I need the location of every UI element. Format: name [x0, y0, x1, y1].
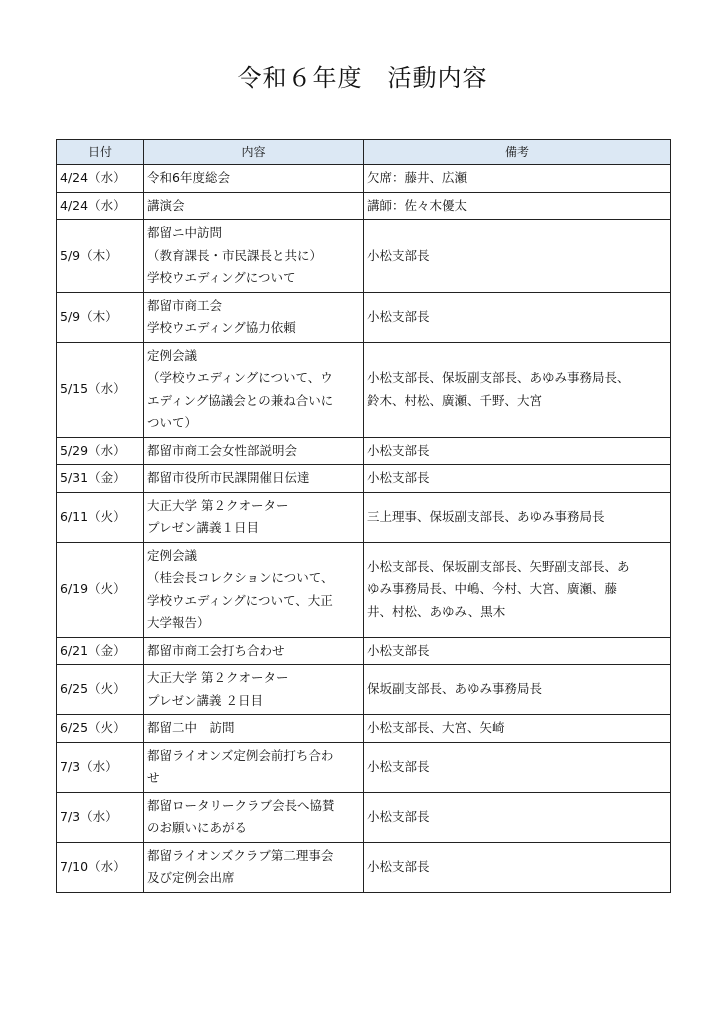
content-line: のお願いにあがる — [147, 820, 248, 835]
table-row — [57, 715, 671, 743]
content-line: 都留市商工会 — [147, 297, 223, 313]
column-header-content: 内容 — [144, 140, 364, 165]
column-header-note: 備考 — [364, 140, 671, 165]
note-line: 小松支部長 — [367, 247, 430, 263]
content-line: 及び定例会出席 — [147, 870, 235, 885]
content-line: 学校ウエディングについて — [147, 270, 296, 285]
note-line: 三上理事、保坂副支部長、あゆみ事務局長 — [367, 508, 605, 524]
content-line: 都留市商工会打ち合わせ — [147, 642, 285, 658]
note-cell — [364, 465, 671, 493]
note-line: 小松支部長 — [367, 642, 430, 658]
note-cell — [364, 792, 671, 842]
content-line: 令和6年度総会 — [147, 170, 230, 185]
table-row — [57, 742, 671, 792]
table-row — [57, 220, 671, 293]
note-cell — [364, 742, 671, 792]
note-line: 鈴木、村松、廣瀬、千野、大宮 — [367, 392, 543, 408]
content-line: 都留市役所市民課開催日伝達 — [147, 470, 310, 485]
table-row — [57, 792, 671, 842]
note-cell — [364, 192, 671, 220]
content-cell — [144, 220, 364, 293]
table-row — [57, 465, 671, 493]
content-line: （桂会長コレクションについて、 — [147, 570, 334, 585]
note-cell — [364, 342, 671, 437]
note-cell — [364, 637, 671, 665]
note-cell — [364, 665, 671, 715]
content-line: 都留ライオンズクラブ第二理事会 — [147, 847, 334, 863]
table-row — [57, 192, 671, 220]
date-cell: 5/9（木） — [57, 292, 144, 342]
note-line: 小松支部長 — [367, 808, 430, 824]
table-row — [57, 437, 671, 465]
content-line: （学校ウエディングについて、ウ — [147, 370, 333, 385]
table-row — [57, 542, 671, 637]
note-line: 井、村松、あゆみ、黒木 — [367, 603, 506, 619]
date-cell: 5/9（木） — [57, 220, 144, 293]
date-cell: 6/11（火） — [57, 492, 144, 542]
table-row — [57, 165, 671, 193]
content-cell — [144, 165, 364, 193]
content-line: （教育課長・市民課長と共に） — [147, 247, 323, 263]
date-cell: 6/19（火） — [57, 542, 144, 637]
content-line: 大正大学 第２クオーター — [147, 670, 289, 685]
content-cell — [144, 342, 364, 437]
column-header-date: 日付 — [57, 140, 144, 165]
note-cell — [364, 165, 671, 193]
content-cell — [144, 465, 364, 493]
note-line: 小松支部長、保坂副支部長、あゆみ事務局長、 — [367, 370, 630, 385]
content-cell — [144, 715, 364, 743]
content-cell — [144, 665, 364, 715]
note-line: 小松支部長 — [367, 442, 430, 458]
note-cell — [364, 220, 671, 293]
content-line: 学校ウエディングについて、大正 — [147, 592, 333, 608]
content-line: 講演会 — [147, 197, 185, 213]
content-line: 定例会議 — [147, 547, 198, 563]
page-title: 令和６年度 活動内容 — [237, 64, 488, 92]
note-cell — [364, 292, 671, 342]
note-line: 小松支部長 — [367, 470, 430, 485]
date-cell: 4/24（水） — [57, 165, 144, 193]
date-cell: 6/21（金） — [57, 637, 144, 665]
content-cell — [144, 292, 364, 342]
note-line: 保坂副支部長、あゆみ事務局長 — [367, 681, 543, 697]
note-line: 講師：佐々木優太 — [367, 197, 468, 213]
table-header-row — [57, 140, 671, 165]
content-cell — [144, 842, 364, 892]
date-cell: 5/29（水） — [57, 437, 144, 465]
content-line: 都留市商工会女性部説明会 — [147, 442, 298, 458]
table-row — [57, 292, 671, 342]
table-row — [57, 342, 671, 437]
content-line: せ — [147, 770, 160, 785]
content-line: 大正大学 第２クオーター — [147, 497, 289, 513]
note-cell — [364, 542, 671, 637]
content-line: 都留二中 訪問 — [147, 720, 235, 735]
note-line: 小松支部長、大宮、矢崎 — [367, 720, 505, 735]
note-line: 欠席：藤井、広瀬 — [367, 170, 468, 185]
content-line: ついて） — [147, 415, 198, 430]
content-line: 学校ウエディング協力依頼 — [147, 320, 296, 335]
note-line: 小松支部長 — [367, 758, 430, 774]
table-row — [57, 492, 671, 542]
note-cell — [364, 492, 671, 542]
note-line: 小松支部長、保坂副支部長、矢野副支部長、あ — [367, 558, 630, 574]
content-line: 都留ロータリークラブ会長へ協賛 — [147, 797, 335, 813]
content-cell — [144, 792, 364, 842]
date-cell: 7/3（水） — [57, 742, 144, 792]
content-cell — [144, 192, 364, 220]
date-cell: 5/15（水） — [57, 342, 144, 437]
date-cell: 6/25（火） — [57, 715, 144, 743]
content-line: 大学報告） — [147, 615, 210, 630]
note-cell — [364, 842, 671, 892]
date-cell: 4/24（水） — [57, 192, 144, 220]
note-line: 小松支部長 — [367, 858, 430, 874]
content-cell — [144, 492, 364, 542]
activity-table — [56, 139, 671, 893]
note-line: ゆみ事務局長、中嶋、今村、大宮、廣瀬、藤 — [367, 581, 618, 597]
date-cell: 6/25（火） — [57, 665, 144, 715]
content-line: 定例会議 — [147, 347, 198, 363]
table-row — [57, 665, 671, 715]
content-cell — [144, 637, 364, 665]
table-row — [57, 637, 671, 665]
date-cell: 5/31（金） — [57, 465, 144, 493]
content-cell — [144, 742, 364, 792]
content-line: プレゼン講義１日目 — [147, 520, 260, 535]
content-cell — [144, 437, 364, 465]
note-cell — [364, 437, 671, 465]
content-line: 都留ニ中訪問 — [147, 225, 223, 240]
date-cell: 7/10（水） — [57, 842, 144, 892]
table-body — [57, 165, 671, 893]
content-cell — [144, 542, 364, 637]
table-row — [57, 842, 671, 892]
date-cell: 7/3（水） — [57, 792, 144, 842]
note-cell — [364, 715, 671, 743]
content-line: エディング協議会との兼ね合いに — [147, 392, 334, 408]
note-line: 小松支部長 — [367, 308, 430, 324]
content-line: プレゼン講義 ２日目 — [147, 692, 263, 708]
content-line: 都留ライオンズ定例会前打ち合わ — [147, 747, 334, 763]
